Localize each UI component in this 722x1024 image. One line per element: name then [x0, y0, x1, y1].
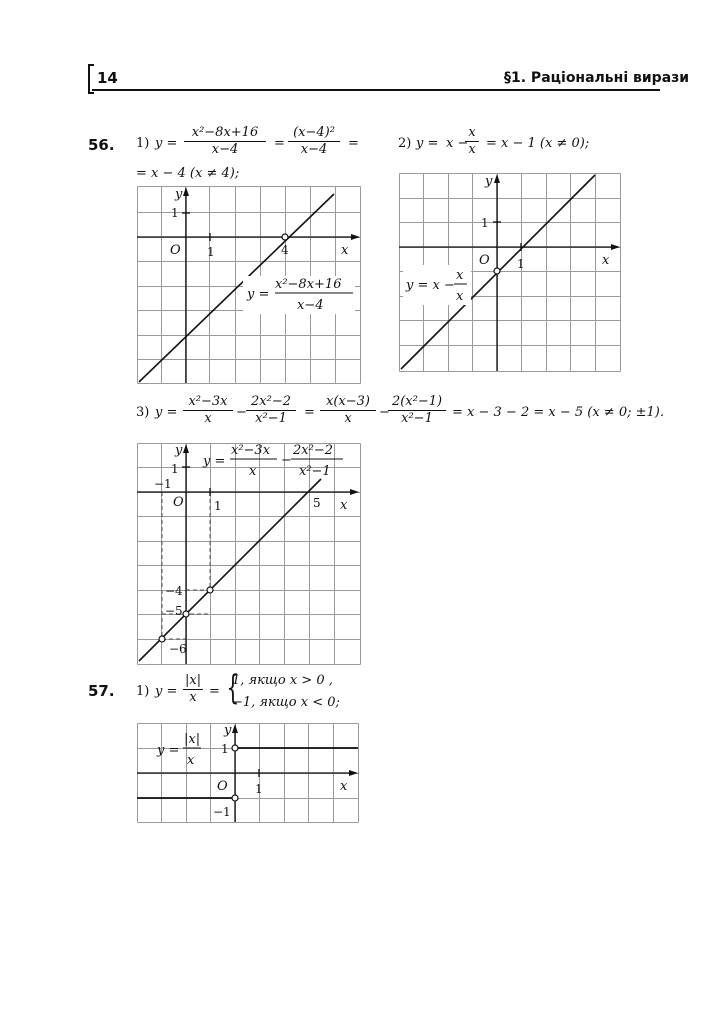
problem-number: 57. [88, 682, 115, 700]
graph-56-3 [137, 443, 361, 665]
label-numerator: x²−8x+16 [275, 277, 342, 292]
excluded-point [494, 268, 500, 274]
numerator: x²−8x+16 [184, 125, 266, 142]
axis-label-y: y [224, 723, 232, 738]
equals-sign: = [274, 136, 285, 151]
axis-label-y: y [175, 187, 183, 202]
numerator: x [465, 125, 479, 142]
axis-label-x: x [341, 243, 349, 258]
label-denominator: x−4 [297, 298, 324, 313]
numerator: 2(x²−1) [388, 394, 446, 411]
y-axis-arrow [183, 187, 189, 196]
tick-label: −1 [154, 477, 172, 491]
minus-sign: − [379, 405, 390, 420]
tick-label: 1 [207, 245, 215, 259]
fraction [184, 125, 266, 158]
tick-label: 1 [221, 742, 229, 756]
problem-number: 56. [88, 136, 115, 154]
excluded-point [232, 795, 238, 801]
y-axis-arrow [232, 724, 238, 733]
x-axis-arrow [611, 244, 620, 250]
tick-label: −1 [213, 805, 231, 819]
label-denominator: x [249, 464, 257, 479]
numerator: x²−3x [183, 394, 233, 411]
fraction [388, 394, 446, 427]
tick-label: 5 [313, 496, 321, 510]
graph-function-label: y = [157, 743, 180, 758]
origin-label: O [170, 243, 181, 258]
formula-result: = x − 4 (x ≠ 4); [136, 166, 240, 181]
axis-label-y: y [175, 443, 183, 458]
label-numerator: |x| [184, 732, 201, 747]
y-axis-arrow [494, 174, 500, 183]
excluded-point [282, 234, 288, 240]
section-title: §1. Раціональні вирази [504, 70, 690, 86]
left-brace: { [226, 668, 240, 708]
graph-56-2 [399, 173, 621, 372]
case-negative: −1, якщо x < 0; [232, 695, 340, 710]
tick-label: −5 [165, 604, 183, 618]
axes [137, 724, 358, 822]
formula-result: = x − 3 − 2 = x − 5 (x ≠ 0; ±1). [452, 405, 664, 420]
equals-sign: = [348, 136, 359, 151]
y-equals: y = [155, 684, 178, 699]
denominator: x [468, 142, 476, 157]
fraction [183, 673, 203, 706]
origin-label: O [479, 253, 490, 268]
numerator: 2x²−2 [246, 394, 296, 411]
function-line [139, 479, 321, 661]
label-numerator: x²−3x [231, 443, 271, 458]
denominator: x²−1 [255, 411, 287, 426]
denominator: x−4 [300, 142, 328, 157]
x-axis-arrow [351, 234, 360, 240]
tick-label: 1 [214, 499, 222, 513]
part-label: 1) [136, 136, 150, 151]
denominator: x [344, 411, 352, 426]
fraction [320, 394, 376, 427]
fraction [288, 125, 340, 158]
part-label: 2) [398, 136, 412, 151]
tick-label: −4 [165, 584, 183, 598]
tick-label: 1 [171, 462, 179, 476]
origin-label: O [217, 779, 228, 794]
page-number: 14 [97, 69, 118, 87]
minus-sign: − [236, 405, 247, 420]
y-equals: y = [155, 136, 178, 151]
axis-label-y: y [485, 174, 493, 189]
formula-lhs: x − [446, 136, 469, 151]
y-axis-arrow [183, 444, 189, 453]
label-minus: − [281, 453, 292, 468]
fraction [465, 125, 479, 158]
graph-function-label: y = x − [406, 278, 455, 293]
part-label: 3) [136, 405, 150, 420]
excluded-point [207, 587, 213, 593]
numerator: |x| [185, 673, 202, 688]
tick-label: 1 [481, 216, 489, 230]
axis-label-x: x [340, 498, 348, 513]
excluded-point [232, 745, 238, 751]
label-numerator: x [456, 268, 464, 283]
denominator: x−4 [211, 142, 239, 157]
graph-56-1 [137, 186, 361, 384]
origin-label: O [173, 495, 184, 510]
axis-label-x: x [602, 253, 610, 268]
label-numerator: 2x²−2 [293, 443, 333, 458]
graph-function-label: y = [247, 287, 270, 302]
numerator: (x−4)² [288, 125, 340, 142]
fraction [183, 394, 233, 427]
denominator: x [204, 411, 212, 426]
tick-label: 1 [255, 782, 263, 796]
numerator: x(x−3) [320, 394, 376, 411]
tick-label: −6 [169, 642, 187, 656]
label-denominator: x [187, 753, 195, 768]
label-denominator: x²−1 [299, 464, 331, 479]
graph-57-1 [137, 723, 359, 823]
denominator: x [189, 690, 197, 705]
fraction [246, 394, 296, 427]
graph-function-label: y = [203, 454, 226, 469]
x-axis-arrow [349, 770, 358, 776]
y-equals: y = [155, 405, 178, 420]
tick-label: 1 [171, 206, 179, 220]
label-denominator: x [456, 289, 464, 304]
y-equals: y = [416, 136, 439, 151]
case-positive: 1, якщо x > 0 , [232, 673, 333, 688]
axis-label-x: x [340, 779, 348, 794]
x-axis-arrow [350, 489, 359, 495]
excluded-point [159, 636, 165, 642]
part-label: 1) [136, 684, 150, 699]
equals-sign: = [209, 684, 220, 699]
equals-sign: = [304, 405, 315, 420]
formula-result: = x − 1 (x ≠ 0); [486, 136, 590, 151]
excluded-point [183, 611, 189, 617]
header-rule [92, 89, 660, 91]
tick-label: 4 [281, 243, 289, 257]
tick-label: 1 [517, 257, 525, 271]
denominator: x²−1 [401, 411, 433, 426]
